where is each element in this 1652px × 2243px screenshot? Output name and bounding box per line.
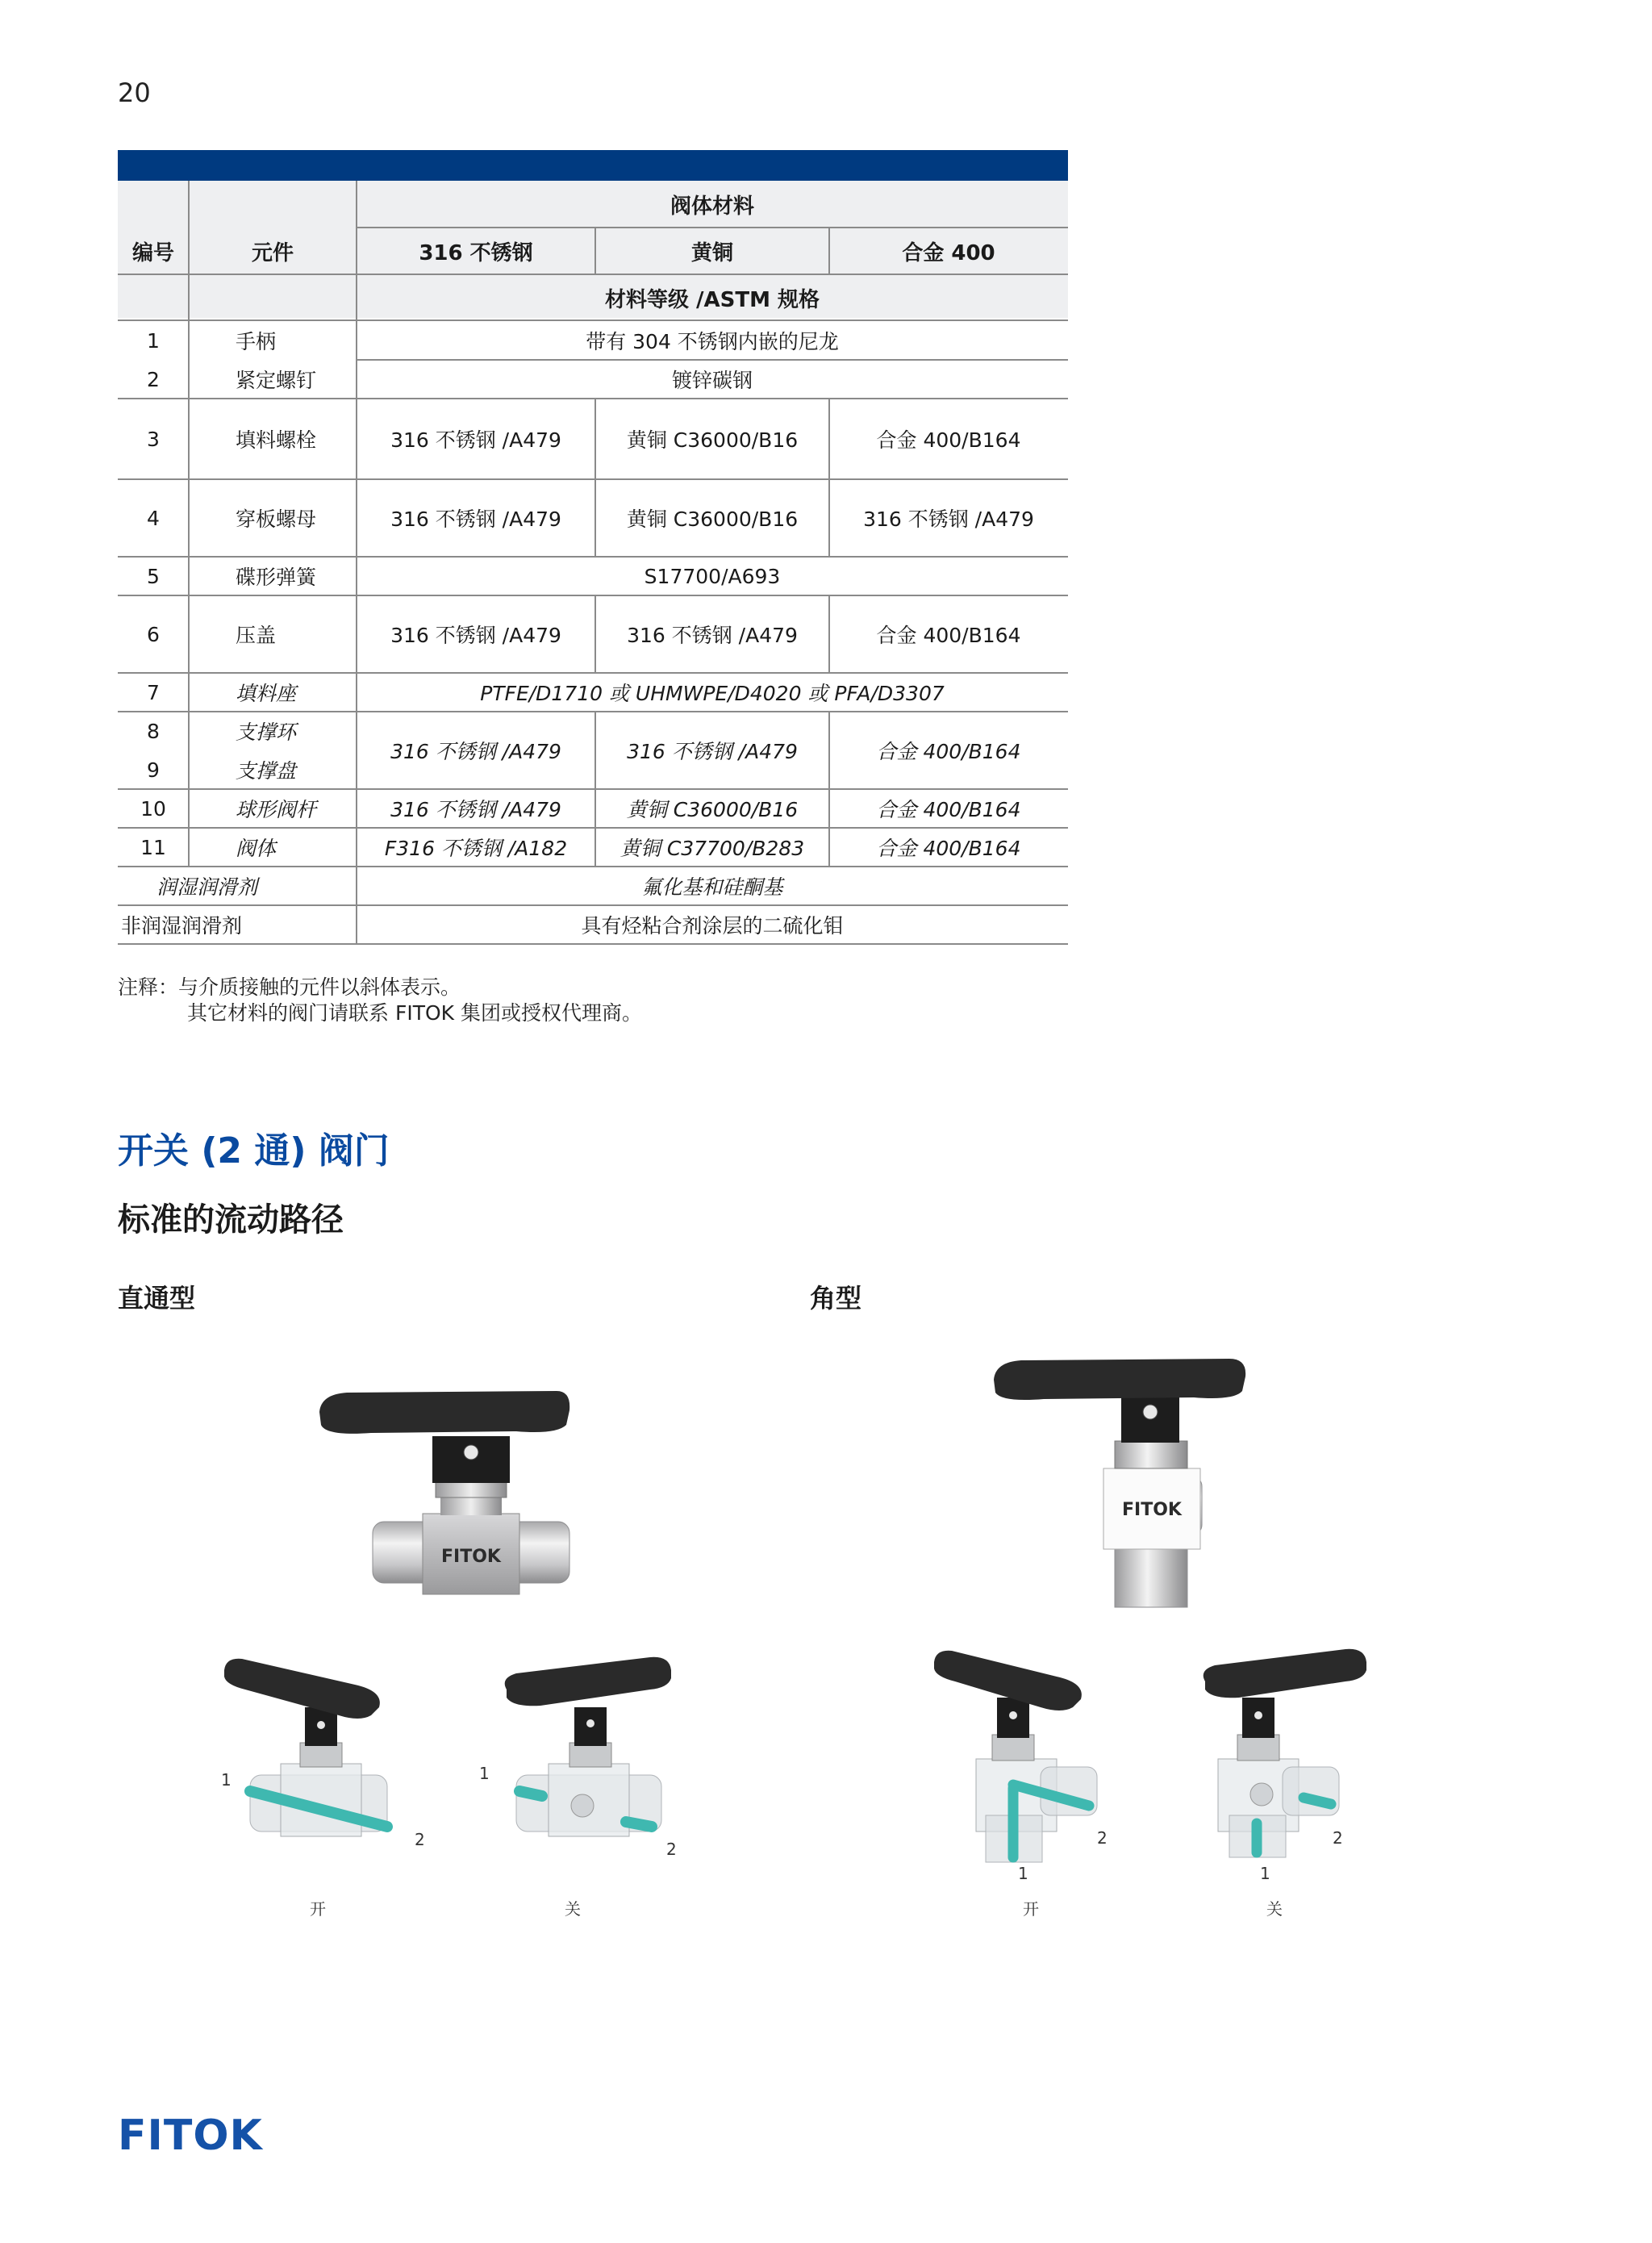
straight-type-label: 直通型	[118, 1283, 196, 1314]
lube-nonwet-label: 非润湿润滑剂	[121, 914, 243, 938]
note-line-1: 注释：与介质接触的元件以斜体表示。	[118, 975, 461, 999]
row-11-316ss: F316 不锈钢 /A182	[384, 837, 568, 860]
materials-table	[118, 150, 1068, 979]
straight-valve-image	[315, 1386, 621, 1598]
row-5-part: 碟形弹簧	[236, 566, 317, 589]
row-3-316ss: 316 不锈钢 /A479	[390, 428, 561, 452]
rule	[118, 320, 1068, 321]
col-header-alloy400: 合金 400	[902, 240, 995, 265]
angle-open-label: 开	[1023, 1899, 1039, 1919]
rule	[118, 904, 1068, 906]
col-header-no: 编号	[131, 240, 174, 265]
rule	[118, 556, 1068, 558]
angle-valve-image	[992, 1355, 1258, 1622]
row-1-no: 1	[147, 328, 160, 353]
angle-open-port-2: 2	[1097, 1828, 1108, 1848]
row-11-part: 阀体	[236, 837, 277, 860]
row-10-brass: 黄铜 C36000/B16	[626, 798, 799, 821]
row-3-alloy: 合金 400/B164	[876, 428, 1021, 452]
row-8-no: 8	[147, 719, 160, 743]
row-11-alloy: 合金 400/B164	[876, 837, 1021, 860]
rule	[118, 827, 1068, 829]
angle-open-diagram	[928, 1646, 1113, 1864]
valve-brand-text: FITOK	[441, 1547, 501, 1567]
angle-closed-diagram	[1194, 1646, 1379, 1864]
straight-closed-label: 关	[565, 1899, 581, 1919]
row-10-no: 10	[140, 796, 166, 821]
row-1-material: 带有 304 不锈钢内嵌的尼龙	[586, 330, 839, 353]
col-header-part: 元件	[251, 240, 294, 265]
col-header-brass: 黄铜	[690, 240, 733, 265]
row-4-alloy: 316 不锈钢 /A479	[863, 507, 1034, 531]
row-4-part: 穿板螺母	[236, 507, 317, 531]
rule	[118, 711, 1068, 712]
row-7-material: PTFE/D1710 或 UHMWPE/D4020 或 PFA/D3307	[480, 682, 945, 705]
row-9-no: 9	[147, 758, 160, 782]
row-1-part: 手柄	[236, 330, 277, 353]
row-2-part: 紧定螺钉	[236, 369, 317, 392]
rule	[594, 228, 596, 274]
row-8-9-316ss: 316 不锈钢 /A479	[390, 740, 561, 763]
row-2-no: 2	[147, 367, 160, 391]
row-6-316ss: 316 不锈钢 /A479	[390, 624, 561, 647]
rule	[118, 788, 1068, 790]
section-title: 开关 (2 通) 阀门	[118, 1130, 390, 1172]
row-11-brass: 黄铜 C37700/B283	[620, 837, 805, 860]
angle-type-label: 角型	[810, 1283, 862, 1314]
row-8-9-brass: 316 不锈钢 /A479	[627, 740, 798, 763]
rule	[828, 712, 830, 867]
straight-closed-diagram	[492, 1654, 694, 1864]
row-8-9-alloy: 合金 400/B164	[876, 740, 1021, 763]
rule	[188, 181, 190, 274]
rule	[118, 274, 1068, 275]
logo-text: FITOK	[118, 2111, 263, 2159]
rule	[356, 181, 357, 944]
lube-wet-value: 氟化基和硅酮基	[641, 875, 783, 899]
grade-title: 材料等级 /ASTM 规格	[604, 287, 820, 312]
row-6-alloy: 合金 400/B164	[876, 624, 1021, 647]
rule	[118, 478, 1068, 480]
rule	[118, 595, 1068, 596]
row-4-316ss: 316 不锈钢 /A479	[390, 507, 561, 531]
page-number: 20	[118, 77, 151, 108]
straight-open-diagram	[218, 1654, 419, 1864]
angle-closed-label: 关	[1266, 1899, 1283, 1919]
row-8-part: 支撑环	[236, 721, 297, 744]
row-5-no: 5	[147, 564, 160, 588]
row-10-316ss: 316 不锈钢 /A479	[390, 798, 561, 821]
row-9-part: 支撑盘	[236, 759, 297, 783]
section-subtitle: 标准的流动路径	[118, 1201, 344, 1238]
row-5-material: S17700/A693	[644, 564, 781, 588]
rule	[828, 399, 830, 557]
lube-wet-label: 润湿润滑剂	[156, 875, 258, 899]
angle-closed-port-2: 2	[1333, 1828, 1343, 1848]
row-6-brass: 316 不锈钢 /A479	[627, 624, 798, 647]
straight-closed-port-1: 1	[479, 1764, 490, 1783]
rule	[118, 943, 1068, 945]
row-10-part: 球形阀杆	[236, 798, 317, 821]
row-3-part: 填料螺栓	[236, 428, 317, 452]
rule	[594, 399, 596, 557]
rule	[118, 866, 1068, 867]
row-11-no: 11	[140, 835, 166, 859]
fitok-logo	[118, 2111, 295, 2159]
rule	[118, 398, 1068, 399]
row-3-no: 3	[147, 427, 160, 451]
rule	[594, 712, 596, 867]
material-group-title: 阀体材料	[670, 194, 754, 219]
row-4-no: 4	[147, 506, 160, 530]
row-7-no: 7	[147, 680, 160, 704]
col-header-316ss: 316 不锈钢	[419, 240, 533, 265]
rule	[188, 274, 190, 867]
row-7-part: 填料座	[236, 682, 297, 705]
note-line-2: 其它材料的阀门请联系 FITOK 集团或授权代理商。	[187, 1001, 642, 1025]
straight-open-port-2: 2	[415, 1830, 425, 1849]
table-header-bar	[118, 150, 1068, 181]
rule	[828, 595, 830, 673]
table-notes	[118, 975, 642, 1026]
straight-open-port-1: 1	[221, 1770, 232, 1790]
rule	[118, 672, 1068, 674]
rule	[594, 595, 596, 673]
row-4-brass: 黄铜 C36000/B16	[626, 507, 799, 531]
table-grid	[118, 181, 1068, 979]
lube-nonwet-value: 具有烃粘合剂涂层的二硫化钼	[581, 914, 844, 938]
row-10-alloy: 合金 400/B164	[876, 798, 1021, 821]
row-3-brass: 黄铜 C36000/B16	[626, 428, 799, 452]
valve-brand-text: FITOK	[1122, 1500, 1182, 1520]
row-2-material: 镀锌碳钢	[671, 369, 753, 392]
straight-closed-port-2: 2	[666, 1840, 677, 1859]
straight-open-label: 开	[310, 1899, 326, 1919]
row-6-part: 压盖	[236, 624, 277, 647]
angle-open-port-1: 1	[1018, 1864, 1028, 1883]
angle-closed-port-1: 1	[1260, 1864, 1270, 1883]
row-6-no: 6	[147, 622, 160, 646]
rule	[357, 359, 1068, 361]
rule	[357, 227, 1068, 228]
rule	[828, 228, 830, 274]
